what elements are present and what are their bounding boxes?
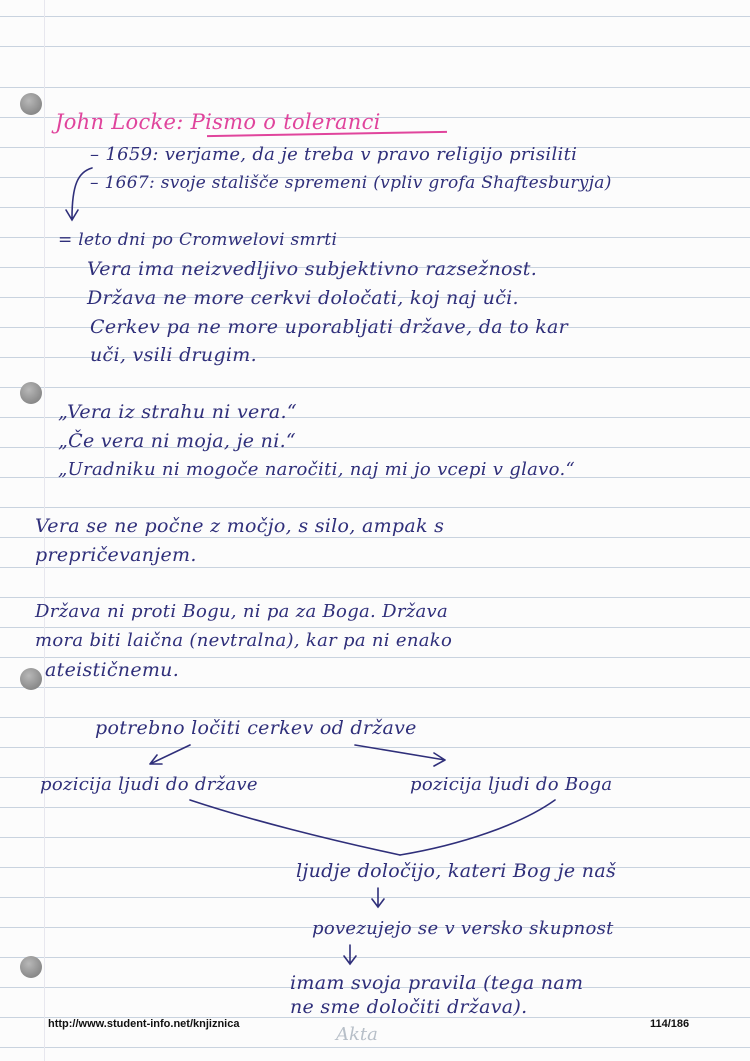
arrow-top-to-left [150,745,190,764]
quote-line: „Uradniku ni mogoče naročiti, naj mi jo vcepi v glavo.“ [58,459,575,480]
note-line: Država ne more cerkvi določati, koj naj uči. [87,287,519,309]
bracket-arrow [66,168,92,220]
diagram-node-right: pozicija ljudi do Boga [410,774,613,795]
paragraph-line: prepričevanjem. [35,544,197,566]
note-line: – 1667: svoje stališče spremeni (vpliv grofa Shaftesburyja) [90,173,612,193]
footer-url: http://www.student-info.net/knjiznica [48,1018,240,1030]
diagram-node-last: ne sme določiti država). [290,996,528,1018]
arrow-middle-to-next [372,888,384,907]
note-line: = leto dni po Cromwelovi smrti [58,230,338,250]
page-title: John Locke: Pismo o toleranci [55,110,381,134]
note-line: Cerkev pa ne more uporabljati države, da to kar [90,316,569,338]
quote-line: „Če vera ni moja, je ni.“ [58,430,296,452]
line-left-to-middle [190,800,400,855]
arrow-top-to-right [355,745,445,766]
diagram-node-middle: ljudje določijo, kateri Bog je naš [296,860,616,882]
arrow-next-to-last [344,945,356,964]
paragraph-line: Vera se ne počne z močjo, s silo, ampak s [35,515,445,537]
note-line: uči, vsili drugim. [90,344,257,366]
footer-page-number: 114/186 [650,1018,690,1030]
paragraph-line: ateističnemu. [45,659,180,681]
paragraph-line: Država ni proti Bogu, ni pa za Boga. Država [35,601,449,622]
akta-logo: Akta [336,1024,378,1045]
quote-line: „Vera iz strahu ni vera.“ [58,401,297,423]
diagram-node-left: pozicija ljudi do države [40,774,258,795]
diagram-node-last: imam svoja pravila (tega nam [290,972,584,994]
note-line: – 1659: verjame, da je treba v pravo religijo prisiliti [90,144,578,165]
paragraph-line: mora biti laična (nevtralna), kar pa ni enako [35,630,453,651]
diagram-node-top: potrebno ločiti cerkev od države [95,717,417,739]
note-line: Vera ima neizvedljivo subjektivno razsežnost. [87,258,538,280]
line-right-to-middle [400,800,555,855]
diagram-node-next: povezujejo se v versko skupnost [312,918,614,939]
